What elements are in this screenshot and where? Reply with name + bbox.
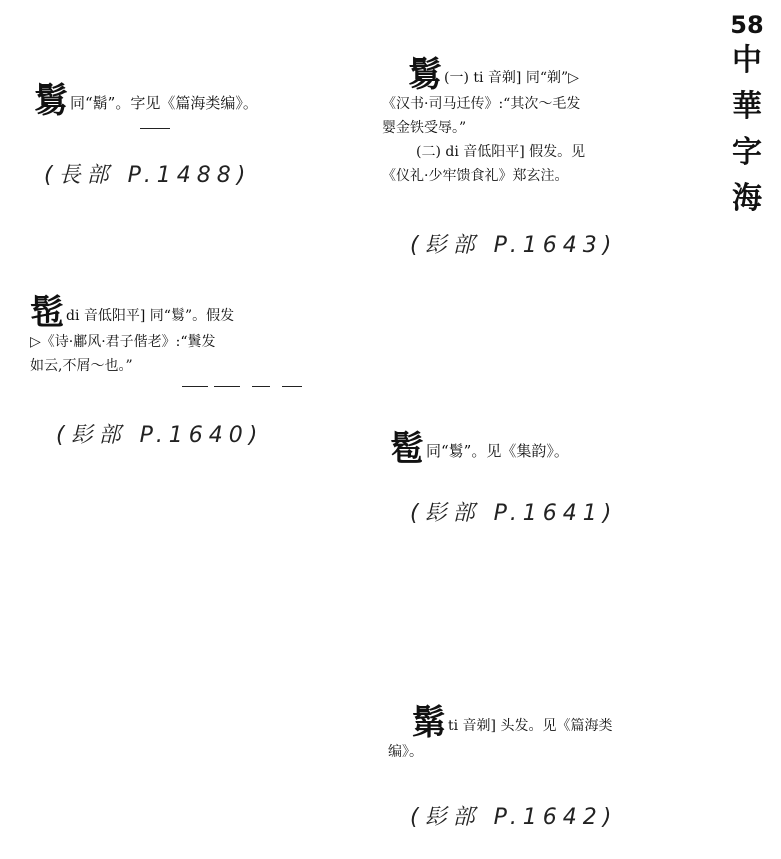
entry-definition-line: ▷《诗·鄘风·君子偕老》:“鬒发 xyxy=(30,334,216,350)
entry-definition-line: 编》。 xyxy=(388,744,423,760)
entry-headword: 鬄 xyxy=(34,81,68,121)
underline xyxy=(140,128,170,129)
handwritten-note: (髟部 P.1640) xyxy=(56,423,264,448)
title-char: 字 xyxy=(732,135,762,170)
title-char: 海 xyxy=(732,181,762,216)
dictionary-entry xyxy=(34,81,258,121)
entry-definition-line: 同“鬄”。见《集韵》。 xyxy=(426,442,569,460)
title-char: 華 xyxy=(732,89,762,124)
entry-headword: 鬀 xyxy=(412,703,446,743)
entry-definition-line: ti 音剃] 头发。见《篇海类 xyxy=(448,718,613,734)
entry-definition-line: 同“鬍”。字见《篇海类编》。 xyxy=(70,94,258,112)
dictionary-entry xyxy=(388,703,698,764)
handwritten-note: (髟部 P.1641) xyxy=(410,501,618,526)
dictionary-entry xyxy=(390,429,569,469)
handwritten-note: (長部 P.1488) xyxy=(44,163,252,188)
side-header xyxy=(727,12,767,222)
title-char: 中 xyxy=(732,43,762,78)
entry-definition-line: 婴金铁受辱。” xyxy=(382,120,467,136)
entry-headword: 髱 xyxy=(390,429,424,469)
entry-definition-line: (一) ti 音剃] 同“剃”▷ xyxy=(444,70,579,86)
handwritten-note: (髟部 P.1642) xyxy=(410,805,618,830)
entry-definition-line: (二) di 音低阳平] 假发。见 xyxy=(416,144,586,160)
entry-headword: 髢 xyxy=(30,293,64,333)
underline xyxy=(252,386,270,387)
entry-definition-line: di 音低阳平] 同“鬄”。假发 xyxy=(66,308,235,324)
dictionary-entry xyxy=(382,55,682,188)
entry-definition-line: 《仪礼·少牢馈食礼》郑玄注。 xyxy=(382,168,569,184)
handwritten-note: (髟部 P.1643) xyxy=(410,233,618,258)
entry-definition-line: 如云,不屑～也。” xyxy=(30,358,133,374)
page-number: 58 xyxy=(730,11,764,39)
dictionary-entry xyxy=(30,293,320,378)
entry-headword: 鬄 xyxy=(408,55,442,95)
entry-definition-line: 《汉书·司马迁传》:“其次～毛发 xyxy=(382,96,581,112)
underline xyxy=(214,386,240,387)
underline xyxy=(182,386,208,387)
underline xyxy=(282,386,302,387)
